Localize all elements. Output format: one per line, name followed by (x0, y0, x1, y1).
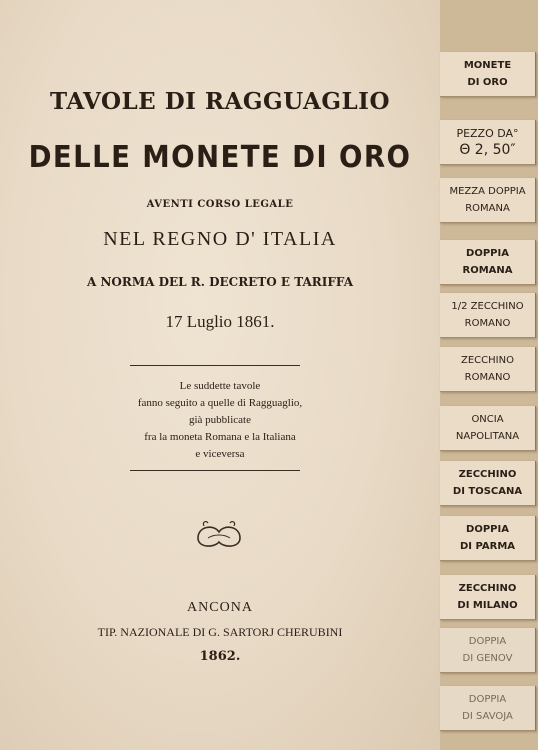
ornament-icon (194, 518, 244, 552)
tab-label-line-1: ZECCHINO (458, 583, 517, 594)
tab-doppia-romana[interactable] (440, 240, 536, 285)
tab-label-line-2: ROMANA (465, 203, 510, 214)
tab-label-line-2: ROMANA (462, 265, 513, 276)
tab-oncia-napolitana[interactable] (440, 406, 536, 451)
title-line-1: TAVOLE DI RAGGUAGLIO (50, 88, 390, 115)
divider-bottom (130, 470, 300, 471)
tab-label-line-1: MONETE (463, 60, 512, 71)
note-line-3: già pubblicate (188, 414, 251, 426)
note-line-1: Le suddette tavole (179, 380, 261, 392)
tab-doppia-di-savoja[interactable] (440, 686, 536, 731)
tab-label-line-2: DI PARMA (459, 541, 516, 552)
title-line-3: AVENTI CORSO LEGALE (146, 199, 294, 210)
title-line-5: A NORMA DEL R. DECRETO E TARIFFA (86, 275, 354, 289)
tab-zecchino-romano[interactable] (440, 347, 536, 392)
tab-label-line-2: DI MILANO (457, 600, 518, 611)
tab-label-line-1: 1/2 ZECCHINO (451, 301, 524, 312)
tab-monete-di-oro[interactable] (440, 52, 536, 97)
tab-mezza-doppia-romana[interactable] (440, 178, 536, 223)
index-tabs (440, 0, 538, 750)
tab-label-line-1: PEZZO DA° (456, 127, 519, 140)
tab-pezzo-da-2-50[interactable] (440, 120, 536, 165)
tab-zecchino-di-toscana[interactable] (440, 461, 536, 506)
tab-label-line-1: MEZZA DOPPIA (449, 186, 526, 197)
tab-label-line-1: DOPPIA (468, 694, 507, 705)
tab-label-line-2: DI ORO (467, 77, 508, 88)
note-line-2: fanno seguito a quelle di Ragguaglio, (137, 397, 303, 409)
tab-label-line-2: DI SAVOJA (462, 711, 513, 722)
tab-zecchino-di-milano[interactable] (440, 575, 536, 620)
title-line-4: NEL REGNO D' ITALIA (103, 228, 337, 250)
tab-label-line-2: NAPOLITANA (455, 431, 520, 442)
tab-label-line-2: ROMANO (464, 318, 511, 329)
divider-top (130, 365, 300, 366)
tab-mezzo-zecchino-romano[interactable] (440, 293, 536, 338)
tab-label-line-2: DI GENOV (462, 653, 513, 664)
title-line-2: DELLE MONETE DI ORO (28, 140, 412, 175)
tab-label-line-1: ZECCHINO (461, 355, 514, 366)
imprint-city: ANCONA (187, 600, 253, 615)
tab-doppia-di-genova[interactable] (440, 628, 536, 673)
tab-label-line-1: DOPPIA (466, 248, 509, 259)
note-line-4: fra la moneta Romana e la Italiana (144, 431, 296, 443)
title-date: 17 Luglio 1861. (165, 312, 275, 331)
tab-label-line-2: DI TOSCANA (452, 486, 523, 497)
tab-label-line-1: DOPPIA (468, 636, 507, 647)
tab-label-line-2: Θ 2, 50″ (459, 142, 516, 158)
tab-label-line-2: ROMANO (464, 372, 511, 383)
tab-label-line-1: ONCIA (471, 414, 504, 425)
tab-doppia-di-parma[interactable] (440, 516, 536, 561)
imprint-printer: TIP. NAZIONALE DI G. SARTORJ CHERUBINI (97, 625, 343, 639)
tab-label-line-1: ZECCHINO (458, 469, 517, 480)
note-block (0, 378, 440, 463)
tab-label-line-1: DOPPIA (466, 524, 509, 535)
note-line-5: e viceversa (195, 448, 245, 460)
imprint-year: 1862. (199, 649, 241, 664)
